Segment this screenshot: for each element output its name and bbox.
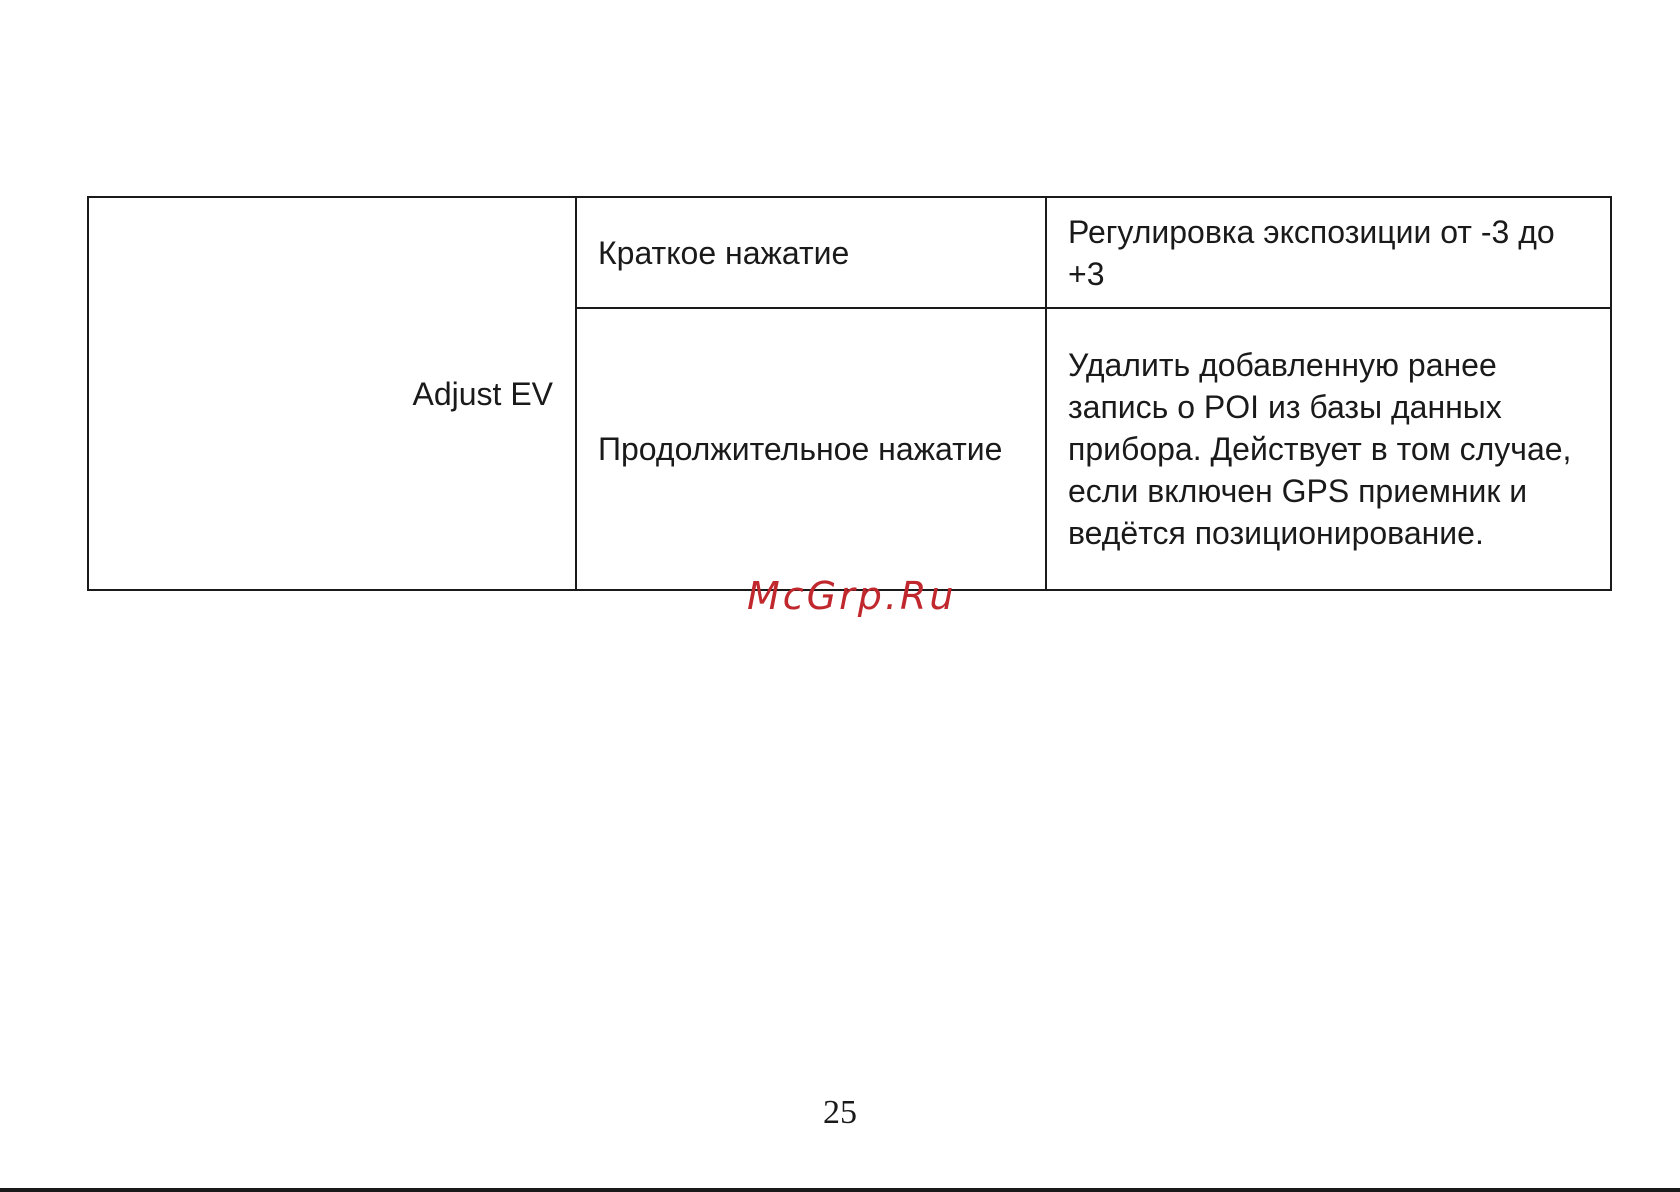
function-name-cell (88, 197, 576, 590)
button-function-table (87, 196, 1612, 591)
description-short-press: Регулировка экспозиции от -3 до +3 (1068, 213, 1555, 292)
action-cell (576, 197, 1046, 308)
page-bottom-rule (0, 1188, 1680, 1192)
description-cell (1046, 308, 1611, 590)
description-cell (1046, 197, 1611, 308)
watermark: McGrp.Ru (747, 574, 957, 618)
description-long-press: Удалить добавленную ранее запись о POI из базы данных прибора. Действует в том случае, если включен GPS приемник и ведётся позиционирование. (1068, 347, 1572, 551)
table-row (88, 197, 1611, 308)
page-number: 25 (823, 1094, 857, 1131)
action-short-press: Краткое нажатие (598, 234, 850, 271)
action-long-press: Продолжительное нажатие (598, 431, 1003, 467)
action-cell (576, 308, 1046, 590)
function-name: Adjust EV (412, 375, 553, 412)
